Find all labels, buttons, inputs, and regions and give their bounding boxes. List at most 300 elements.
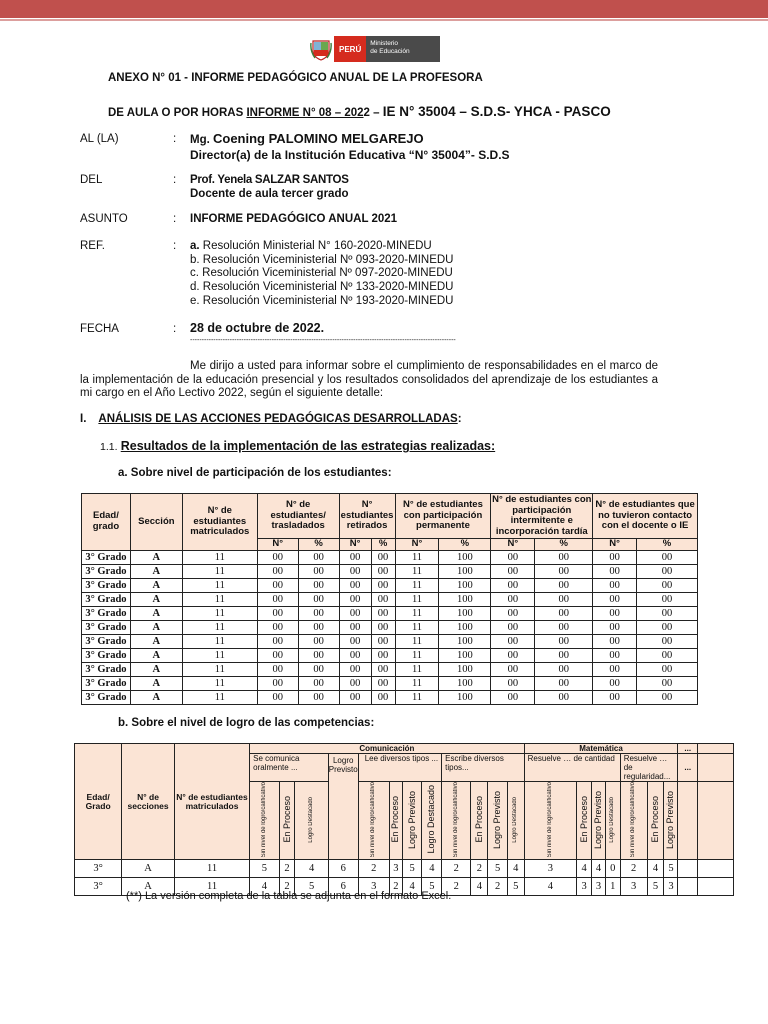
level-label: Logro Destacado bbox=[609, 796, 616, 843]
header-logro-previsto bbox=[328, 754, 358, 860]
table-row bbox=[82, 648, 698, 662]
table-cell: 11 bbox=[182, 676, 257, 690]
table-cell: 2 bbox=[389, 878, 402, 896]
table-cell: 3° Grado bbox=[82, 676, 131, 690]
table-cell: 1 bbox=[605, 878, 620, 896]
from-role: Docente de aula tercer grado bbox=[190, 188, 349, 200]
subject-label: ASUNTO bbox=[80, 213, 128, 225]
table-cell: 00 bbox=[593, 578, 637, 592]
table-cell bbox=[698, 860, 734, 878]
from-colon: : bbox=[173, 174, 177, 186]
level-label: Logro Previsto bbox=[406, 790, 417, 849]
table-cell: 2 bbox=[442, 860, 471, 878]
table-cell: 11 bbox=[182, 606, 257, 620]
table-row bbox=[82, 550, 698, 564]
table-cell: 00 bbox=[371, 690, 395, 704]
table-cell: 100 bbox=[439, 648, 491, 662]
table-cell: 00 bbox=[491, 662, 535, 676]
table-cell: 00 bbox=[535, 550, 593, 564]
col-header-permanent: N° de estudiantes con participación permanente bbox=[395, 494, 491, 539]
level-sin-nivel bbox=[442, 782, 471, 860]
table-row bbox=[82, 606, 698, 620]
section-1-colon: : bbox=[457, 413, 462, 425]
table-cell: A bbox=[122, 878, 175, 896]
level-logro-destacado bbox=[507, 782, 524, 860]
table-cell: 00 bbox=[339, 592, 371, 606]
table-cell: 100 bbox=[439, 620, 491, 634]
table-cell: 3° bbox=[75, 878, 122, 896]
table-cell: 00 bbox=[339, 676, 371, 690]
table-cell: 3° Grado bbox=[82, 620, 131, 634]
table-cell: A bbox=[130, 634, 182, 648]
blank-cell bbox=[678, 782, 698, 860]
table-cell: 4 bbox=[422, 860, 442, 878]
table-cell: 11 bbox=[182, 690, 257, 704]
table-cell: 3° Grado bbox=[82, 550, 131, 564]
level-logro-destacado bbox=[295, 782, 328, 860]
level-label: En Proceso bbox=[390, 796, 401, 843]
date-label: FECHA bbox=[80, 323, 119, 335]
ministry-logo bbox=[308, 36, 440, 62]
table-cell: 3 bbox=[592, 878, 606, 896]
table-cell: 11 bbox=[182, 648, 257, 662]
table-cell: 6 bbox=[328, 878, 358, 896]
ref-item: d. Resolución Viceministerial Nº 133-2020-MINEDU bbox=[190, 281, 454, 294]
table-cell: 2 bbox=[358, 860, 389, 878]
ref-item: b. Resolución Viceministerial Nº 093-2020-MINEDU bbox=[190, 253, 454, 266]
table-cell: 00 bbox=[257, 690, 298, 704]
subheader-n: N° bbox=[491, 539, 535, 551]
table-cell: A bbox=[122, 860, 175, 878]
body-paragraph bbox=[80, 360, 658, 401]
section-1-1-title: Resultados de la implementación de las estrategias realizadas: bbox=[120, 439, 496, 453]
table-cell: 00 bbox=[257, 620, 298, 634]
table-cell: 3° Grado bbox=[82, 592, 131, 606]
level-sin-nivel bbox=[524, 782, 577, 860]
table-cell: 00 bbox=[593, 662, 637, 676]
table-cell: 00 bbox=[298, 648, 339, 662]
table-cell: 00 bbox=[593, 648, 637, 662]
level-en-proceso bbox=[647, 782, 664, 860]
to-label: AL (LA) bbox=[80, 133, 119, 145]
competency-oral: Se comunica oralmente ... bbox=[250, 754, 329, 782]
to-prefix: Mg. bbox=[190, 134, 213, 146]
table-cell: A bbox=[130, 592, 182, 606]
level-en-proceso bbox=[389, 782, 402, 860]
level-en-proceso bbox=[577, 782, 592, 860]
level-label: Logro Destacado bbox=[308, 796, 315, 843]
table-cell: 00 bbox=[637, 662, 698, 676]
level-label: En Proceso bbox=[473, 796, 484, 843]
table-cell: 11 bbox=[395, 676, 439, 690]
table-cell: 00 bbox=[339, 606, 371, 620]
competency-quantity: Resuelve … de cantidad bbox=[524, 754, 620, 782]
col-header-enrolled: N° de estudiantes matriculados bbox=[174, 744, 249, 860]
to-recipient bbox=[190, 131, 424, 146]
table-cell: 00 bbox=[298, 690, 339, 704]
table-cell: 100 bbox=[439, 592, 491, 606]
table-cell: A bbox=[130, 620, 182, 634]
table-cell: 00 bbox=[593, 606, 637, 620]
col-header-transferred: N° de estudiantes/ trasladados bbox=[257, 494, 339, 539]
table-row bbox=[82, 676, 698, 690]
logo-ministry-line1: Ministerio bbox=[370, 40, 399, 47]
level-sin-nivel bbox=[250, 782, 279, 860]
to-colon: : bbox=[173, 133, 177, 145]
table-cell: 11 bbox=[174, 860, 249, 878]
table-cell: 4 bbox=[250, 878, 279, 896]
table-cell: 00 bbox=[637, 620, 698, 634]
table-cell: 6 bbox=[328, 860, 358, 878]
subtitle-part-b: INFORME N° 08 – 202 bbox=[246, 107, 364, 119]
subheader-n: N° bbox=[257, 539, 298, 551]
level-label: Sin nivel de logro/calificativo bbox=[630, 782, 637, 858]
table-cell: 00 bbox=[257, 578, 298, 592]
table-row bbox=[82, 592, 698, 606]
blank-cell bbox=[698, 782, 734, 860]
table-cell: 2 bbox=[279, 860, 295, 878]
table-cell: 00 bbox=[298, 592, 339, 606]
table-cell: A bbox=[130, 690, 182, 704]
table-cell: 00 bbox=[637, 690, 698, 704]
table-cell: 11 bbox=[182, 662, 257, 676]
table-cell: 00 bbox=[637, 648, 698, 662]
table-cell: A bbox=[130, 648, 182, 662]
table-cell: 100 bbox=[439, 550, 491, 564]
from-name: Prof. Yenela SALZAR SANTOS bbox=[190, 174, 349, 186]
section-1-title: ANÁLISIS DE LAS ACCIONES PEDAGÓGICAS DESARROLLADAS bbox=[98, 413, 458, 425]
table-cell: 4 bbox=[647, 860, 664, 878]
table-cell: 4 bbox=[507, 860, 524, 878]
level-en-proceso bbox=[279, 782, 295, 860]
date-value: 28 de octubre de 2022. bbox=[190, 321, 325, 335]
level-logro-previsto bbox=[664, 782, 678, 860]
document-subtitle bbox=[108, 104, 611, 119]
table-cell: 00 bbox=[491, 592, 535, 606]
table-cell: 00 bbox=[339, 620, 371, 634]
col-header-section: Sección bbox=[130, 494, 182, 551]
table-cell: 11 bbox=[395, 662, 439, 676]
level-logro-destacado bbox=[422, 782, 442, 860]
col-header-sections: N° de secciones bbox=[122, 744, 175, 860]
table-cell: 3° Grado bbox=[82, 578, 131, 592]
table-cell: 11 bbox=[182, 550, 257, 564]
table-cell: 00 bbox=[535, 648, 593, 662]
table-cell: 100 bbox=[439, 564, 491, 578]
separator-dashes: ------------------------------------------------------------------------------------------------------------------ bbox=[190, 337, 456, 344]
table-cell: 00 bbox=[257, 606, 298, 620]
subheader-pct: % bbox=[298, 539, 339, 551]
table-cell: 4 bbox=[577, 860, 592, 878]
table-cell: A bbox=[130, 662, 182, 676]
table-cell: 100 bbox=[439, 676, 491, 690]
table-cell: 00 bbox=[257, 550, 298, 564]
table-cell: 11 bbox=[395, 550, 439, 564]
table-cell: 3° Grado bbox=[82, 564, 131, 578]
table-cell bbox=[678, 860, 698, 878]
table-row bbox=[82, 690, 698, 704]
level-label: Logro Previsto bbox=[592, 790, 603, 849]
table-cell: 00 bbox=[637, 676, 698, 690]
level-label: Logro Previsto bbox=[492, 790, 503, 849]
table-cell: 00 bbox=[339, 690, 371, 704]
table-cell: 00 bbox=[298, 564, 339, 578]
table-cell: 00 bbox=[535, 578, 593, 592]
table-cell: 00 bbox=[298, 676, 339, 690]
table-cell: 00 bbox=[339, 648, 371, 662]
table-cell: 2 bbox=[471, 860, 488, 878]
level-label: Sin nivel de logro/calificativo bbox=[452, 782, 459, 858]
table-cell: 11 bbox=[395, 564, 439, 578]
table-cell: 00 bbox=[491, 676, 535, 690]
competencies-table bbox=[74, 743, 734, 896]
table-cell: A bbox=[130, 676, 182, 690]
table-cell: 00 bbox=[257, 592, 298, 606]
table-cell: 100 bbox=[439, 662, 491, 676]
table-cell: 00 bbox=[339, 550, 371, 564]
table-cell: 3 bbox=[358, 878, 389, 896]
table-cell: 3 bbox=[577, 878, 592, 896]
table-cell: 5 bbox=[250, 860, 279, 878]
table-cell: 00 bbox=[637, 592, 698, 606]
table-cell: 00 bbox=[593, 620, 637, 634]
level-sin-nivel bbox=[358, 782, 389, 860]
table-cell: 00 bbox=[339, 634, 371, 648]
table-row bbox=[82, 564, 698, 578]
subheader-pct: % bbox=[637, 539, 698, 551]
table-cell bbox=[678, 878, 698, 896]
table-cell: 11 bbox=[395, 620, 439, 634]
date-colon: : bbox=[173, 323, 177, 335]
level-logro-destacado bbox=[605, 782, 620, 860]
level-label: En Proceso bbox=[578, 796, 589, 843]
table-cell bbox=[698, 878, 734, 896]
level-label: Logro Destacado bbox=[426, 785, 437, 854]
level-label: Sin nivel de logro/calificativo bbox=[370, 782, 377, 858]
area-communication: Comunicación bbox=[250, 744, 525, 754]
table-cell: 11 bbox=[182, 634, 257, 648]
table-cell: 00 bbox=[593, 592, 637, 606]
table-cell: 00 bbox=[593, 634, 637, 648]
table-cell: 5 bbox=[664, 860, 678, 878]
from-label: DEL bbox=[80, 174, 103, 186]
blank-cell bbox=[698, 754, 734, 782]
table-cell: 00 bbox=[298, 606, 339, 620]
table-cell: 00 bbox=[535, 690, 593, 704]
col-header-grade: Edad/ Grado bbox=[75, 744, 122, 860]
subsection-a-heading: a. Sobre nivel de participación de los estudiantes: bbox=[118, 467, 392, 479]
table-cell: 100 bbox=[439, 578, 491, 592]
level-label: En Proceso bbox=[281, 796, 292, 843]
table-cell: 100 bbox=[439, 690, 491, 704]
table-cell: 00 bbox=[371, 676, 395, 690]
table-cell: 00 bbox=[535, 662, 593, 676]
ref-prefix: a. bbox=[190, 240, 203, 252]
table-cell: 00 bbox=[535, 592, 593, 606]
table-cell: 00 bbox=[637, 578, 698, 592]
blank-cell bbox=[698, 744, 734, 754]
table-cell: 11 bbox=[395, 578, 439, 592]
table-cell: 00 bbox=[371, 634, 395, 648]
table-cell: 3° Grado bbox=[82, 662, 131, 676]
subheader-n: N° bbox=[593, 539, 637, 551]
ref-label: REF. bbox=[80, 240, 105, 252]
col-header-no-contact: N° de estudiantes que no tuvieron contacto con el docente o IE bbox=[593, 494, 698, 539]
table-cell: 3 bbox=[389, 860, 402, 878]
document-title: ANEXO N° 01 - INFORME PEDAGÓGICO ANUAL DE LA PROFESORA bbox=[108, 72, 483, 84]
table-row bbox=[82, 634, 698, 648]
table-cell: 00 bbox=[535, 620, 593, 634]
table-cell: 11 bbox=[395, 690, 439, 704]
table-cell: 00 bbox=[637, 550, 698, 564]
table-cell: 00 bbox=[637, 606, 698, 620]
area-more: ... bbox=[678, 744, 698, 754]
table-cell: 11 bbox=[182, 564, 257, 578]
table-cell: 3° Grado bbox=[82, 634, 131, 648]
table-cell: 11 bbox=[182, 620, 257, 634]
subheader-n: N° bbox=[339, 539, 371, 551]
to-role: Director(a) de la Institución Educativa “N° 35004”- S.D.S bbox=[190, 148, 510, 162]
table-cell: 00 bbox=[371, 564, 395, 578]
table-cell: 00 bbox=[593, 690, 637, 704]
table-cell: 00 bbox=[257, 634, 298, 648]
table-cell: A bbox=[130, 578, 182, 592]
ref-text: Resolución Ministerial N° 160-2020-MINEDU bbox=[202, 240, 432, 252]
table-cell: 00 bbox=[491, 690, 535, 704]
table-cell: 5 bbox=[507, 878, 524, 896]
table-cell: 00 bbox=[535, 564, 593, 578]
subtitle-part-a: DE AULA O POR HORAS bbox=[108, 107, 247, 119]
col-header-enrolled: N° de estudiantes matriculados bbox=[182, 494, 257, 551]
table-cell: 100 bbox=[439, 634, 491, 648]
table-cell: 4 bbox=[524, 878, 577, 896]
table-cell: 2 bbox=[488, 878, 508, 896]
table-cell: 5 bbox=[422, 878, 442, 896]
section-1-1-heading bbox=[100, 439, 495, 453]
table-cell: 00 bbox=[339, 578, 371, 592]
to-name: Coening PALOMINO MELGAREJO bbox=[213, 131, 424, 146]
table-cell: 00 bbox=[593, 564, 637, 578]
table-cell: A bbox=[130, 606, 182, 620]
table-cell: 00 bbox=[339, 564, 371, 578]
competency-more: ... bbox=[678, 754, 698, 782]
level-en-proceso bbox=[471, 782, 488, 860]
table-cell: 00 bbox=[371, 606, 395, 620]
subsection-b-heading: b. Sobre el nivel de logro de las competencias: bbox=[118, 717, 375, 729]
table-row bbox=[75, 860, 734, 878]
level-label: Logro Previsto bbox=[665, 790, 676, 849]
table-cell: 11 bbox=[395, 606, 439, 620]
ref-colon: : bbox=[173, 240, 177, 252]
table-cell: 00 bbox=[257, 676, 298, 690]
competency-read: Lee diversos tipos ... bbox=[358, 754, 441, 782]
table-cell: 3° bbox=[75, 860, 122, 878]
table-cell: 00 bbox=[491, 564, 535, 578]
table-cell: 4 bbox=[402, 878, 422, 896]
table-cell: 5 bbox=[647, 878, 664, 896]
table-cell: 00 bbox=[371, 648, 395, 662]
table-cell: 4 bbox=[471, 878, 488, 896]
logo-ministry-line2: de Educación bbox=[370, 47, 410, 55]
subtitle-part-d: IE N° 35004 – S.D.S- YHCA - PASCO bbox=[382, 104, 611, 119]
level-label: Sin nivel de logro/calificativo bbox=[260, 782, 267, 858]
table-cell: 00 bbox=[593, 676, 637, 690]
table-cell: 00 bbox=[371, 662, 395, 676]
table-cell: 3 bbox=[524, 860, 577, 878]
level-sin-nivel bbox=[620, 782, 647, 860]
level-label: Sin nivel de logro/calificativo bbox=[546, 782, 553, 858]
subject-colon: : bbox=[173, 213, 177, 225]
table-cell: 3° Grado bbox=[82, 690, 131, 704]
table-cell: 00 bbox=[637, 634, 698, 648]
subtitle-part-c: 2 – bbox=[363, 107, 383, 119]
table-cell: 2 bbox=[442, 878, 471, 896]
table-cell: 11 bbox=[395, 648, 439, 662]
table-cell: 00 bbox=[491, 578, 535, 592]
subheader-pct: % bbox=[371, 539, 395, 551]
table-cell: 00 bbox=[491, 606, 535, 620]
table-cell: A bbox=[130, 564, 182, 578]
area-mathematics: Matemática bbox=[524, 744, 678, 754]
table-row bbox=[82, 620, 698, 634]
table-cell: 5 bbox=[295, 878, 328, 896]
table-cell: 00 bbox=[371, 620, 395, 634]
table-cell: 00 bbox=[257, 662, 298, 676]
ref-list bbox=[190, 240, 453, 309]
table-cell: 3° Grado bbox=[82, 606, 131, 620]
table-cell: 11 bbox=[182, 592, 257, 606]
coat-of-arms-icon bbox=[308, 36, 334, 62]
level-logro-previsto bbox=[592, 782, 606, 860]
level-label: Logro Destacado bbox=[512, 796, 519, 843]
level-logro-previsto bbox=[488, 782, 508, 860]
table-cell: A bbox=[130, 550, 182, 564]
ref-item bbox=[190, 240, 453, 254]
table-cell: 00 bbox=[298, 550, 339, 564]
col-header-grade: Edad/ grado bbox=[82, 494, 131, 551]
table-cell: 3 bbox=[620, 878, 647, 896]
table-cell: 5 bbox=[402, 860, 422, 878]
table-cell: 11 bbox=[395, 634, 439, 648]
table-cell: 4 bbox=[592, 860, 606, 878]
section-1-heading bbox=[80, 413, 462, 425]
table-cell: 11 bbox=[182, 578, 257, 592]
header-bar bbox=[0, 0, 768, 18]
table-cell: 00 bbox=[257, 564, 298, 578]
body-text: Me dirijo a usted para informar sobre el cumplimiento de responsabilidades en el marco de la implementación de la educación presencial y los resultados consolidados del aprendizaje de los estudiantes a mi cargo en el Año Lectivo 2022, según el siguiente detalle: bbox=[80, 360, 658, 399]
table-cell: 00 bbox=[298, 634, 339, 648]
table-cell: 00 bbox=[298, 578, 339, 592]
subheader-pct: % bbox=[535, 539, 593, 551]
footnote: (**) La versión completa de la tabla se adjunta en el formato Excel. bbox=[126, 890, 452, 902]
competency-regularity: Resuelve … de regularidad... bbox=[620, 754, 678, 782]
logro-previsto-label: Logro Previsto bbox=[328, 756, 358, 774]
table-cell: 2 bbox=[620, 860, 647, 878]
col-header-intermittent: N° de estudiantes con participación intermitente e incorporación tardía bbox=[492, 494, 592, 537]
table-cell: 3° Grado bbox=[82, 648, 131, 662]
table-cell: 11 bbox=[395, 592, 439, 606]
table-row bbox=[82, 662, 698, 676]
level-logro-previsto bbox=[402, 782, 422, 860]
logo-ministry bbox=[366, 36, 440, 62]
table-cell: 00 bbox=[371, 550, 395, 564]
table-cell: 00 bbox=[535, 634, 593, 648]
table-cell: 11 bbox=[174, 878, 249, 896]
table-cell: 00 bbox=[257, 648, 298, 662]
logo-country: PERÚ bbox=[334, 36, 366, 62]
subheader-n: N° bbox=[395, 539, 439, 551]
participation-table bbox=[81, 493, 698, 705]
